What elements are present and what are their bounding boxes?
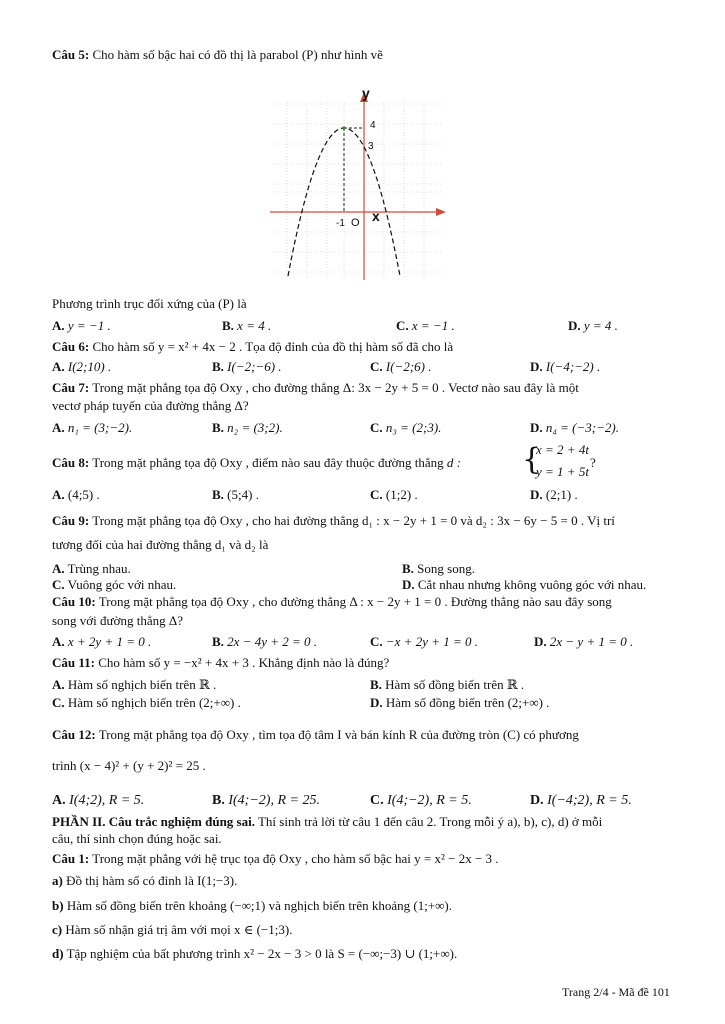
q10-option-b: B. 2x − 4y + 2 = 0 . [212,634,318,649]
x-axis-arrow [436,208,446,216]
q7-option-a: A. n₁ = (3;−2). [52,420,133,435]
q7-stem: Câu 7: Trong mặt phẳng tọa độ Oxy , cho đường thẳng Δ: 3x − 2y + 5 = 0 . Vectơ nào sau đây là một [52,380,579,395]
q9-option-c: C. Vuông góc với nhau. [52,577,177,592]
q8-option-d: D. (2;1) . [530,487,578,502]
q12-stem: Câu 12: Trong mặt phẳng tọa độ Oxy , tìm tọa độ tâm I và bán kính R của đường tròn (C) có phương [52,727,579,742]
q8-option-b: B. (5;4) . [212,487,259,502]
tick-4: 4 [370,120,376,131]
q8-qmark: ? [590,455,596,470]
q6-option-c: C. I(−2;6) . [370,359,432,374]
q11-option-b: B. Hàm số đồng biến trên ℝ . [370,677,525,692]
part2-intro: Thí sinh trả lời từ câu 1 đến câu 2. Trong mỗi ý a), b), c), d) ở mỗi [257,814,603,829]
part2-item-b: b) Hàm số đồng biến trên khoảng (−∞;1) và nghịch biến trên khoảng (1;+∞). [52,898,453,913]
q10-option-c: C. −x + 2y + 1 = 0 . [370,634,479,649]
q9-option-d: D. Cắt nhau nhưng không vuông góc với nhau. [402,577,647,592]
q11-option-c: C. Hàm số nghịch biến trên (2;+∞) . [52,695,241,710]
q5-label: Câu 5: [52,47,90,62]
q10-option-d: D. 2x − y + 1 = 0 . [534,634,634,649]
page-footer: Trang 2/4 - Mã đề 101 [562,985,670,999]
q6-option-a: A. I(2;10) . [52,359,112,374]
q8-eq2: y = 1 + 5t [536,464,589,479]
q9-option-b: B. Song song. [402,561,475,576]
part2-item-d: d) Tập nghiệm của bất phương trình x² − 2x − 3 > 0 là S = (−∞;−3) ∪ (1;+∞). [52,946,458,961]
q11-stem: Câu 11: Cho hàm số y = −x² + 4x + 3 . Khẳng định nào là đúng? [52,655,390,670]
tick-neg1: -1 [336,218,345,229]
axis-x-label: x [372,208,380,224]
q12-option-b: B. I(4;−2), R = 25. [212,793,320,808]
vertex-point [342,126,345,129]
q10-stem: Câu 10: Trong mặt phẳng tọa độ Oxy , cho đường thẳng Δ : x − 2y + 1 = 0 . Đường thẳng nào sau đây song [52,594,612,609]
q6-stem: Câu 6: Cho hàm số y = x² + 4x − 2 . Tọa độ đỉnh của đồ thị hàm số đã cho là [52,339,454,354]
q9-stem: Câu 9: Trong mặt phẳng tọa độ Oxy , cho hai đường thẳng d₁ : x − 2y + 1 = 0 và d₂ : 3x − 6y − 5 = 0 . Vị trí [52,513,615,528]
q11-option-d: D. Hàm số đồng biến trên (2;+∞) . [370,695,550,710]
q5-option-b: B. x = 4 . [222,318,272,333]
q10-stem-2: song với đường thẳng Δ? [52,613,183,628]
part2-heading-line [52,814,602,830]
q9-stem-2: tương đối của hai đường thẳng d₁ và d₂ là [52,537,269,552]
q7-stem-2: vectơ pháp tuyến của đường thẳng Δ? [52,398,249,413]
part2-item-a: a) Đồ thị hàm số có đỉnh là I(1;−3). [52,873,238,888]
q6-option-d: D. I(−4;−2) . [530,359,601,374]
part2-q1-stem: Câu 1: Trong mặt phẳng với hệ trục tọa độ Oxy , cho hàm số bậc hai y = x² − 2x − 3 . [52,851,499,866]
q11-option-a: A. Hàm số nghịch biến trên ℝ . [52,677,217,692]
q5-option-d: D. y = 4 . [568,318,618,333]
q12-option-d: D. I(−4;2), R = 5. [530,793,632,808]
q8-stem: Câu 8: Trong mặt phẳng tọa độ Oxy , điểm nào sau đây thuộc đường thẳng d : [52,455,461,470]
axis-y-label: y [362,85,370,101]
q5-text: Cho hàm số bậc hai có đồ thị là parabol (P) như hình vẽ [92,47,383,62]
q8-option-a: A. (4;5) . [52,487,100,502]
part2-item-c: c) Hàm số nhận giá trị âm với mọi x ∈ (−1;3). [52,922,293,937]
q12-stem-2: trình (x − 4)² + (y + 2)² = 25 . [52,758,206,773]
tick-3: 3 [368,141,374,152]
q10-option-a: A. x + 2y + 1 = 0 . [52,634,152,649]
q5-question: Phương trình trục đối xứng của (P) là [52,296,247,311]
q12-option-c: C. I(4;−2), R = 5. [370,793,472,808]
part2-heading: PHẦN II. Câu trắc nghiệm đúng sai. [52,814,255,829]
q7-option-c: C. n₃ = (2;3). [370,420,442,435]
q8-option-c: C. (1;2) . [370,487,418,502]
q5-option-a: A. y = −1 . [52,318,111,333]
q7-option-b: B. n₂ = (3;2). [212,420,283,435]
q5-parabola-graph [262,82,462,282]
q8-brace: { [522,442,542,477]
q12-option-a: A. I(4;2), R = 5. [52,793,145,808]
q9-option-a: A. Trùng nhau. [52,561,131,576]
q8-eq1: x = 2 + 4t [536,442,589,457]
q6-option-b: B. I(−2;−6) . [212,359,282,374]
q5-option-c: C. x = −1 . [396,318,455,333]
part2-intro-2: câu, thí sinh chọn đúng hoặc sai. [52,831,222,846]
origin-label: O [351,217,360,229]
q7-option-d: D. n₄ = (−3;−2). [530,420,619,435]
q5-stem [52,47,383,63]
